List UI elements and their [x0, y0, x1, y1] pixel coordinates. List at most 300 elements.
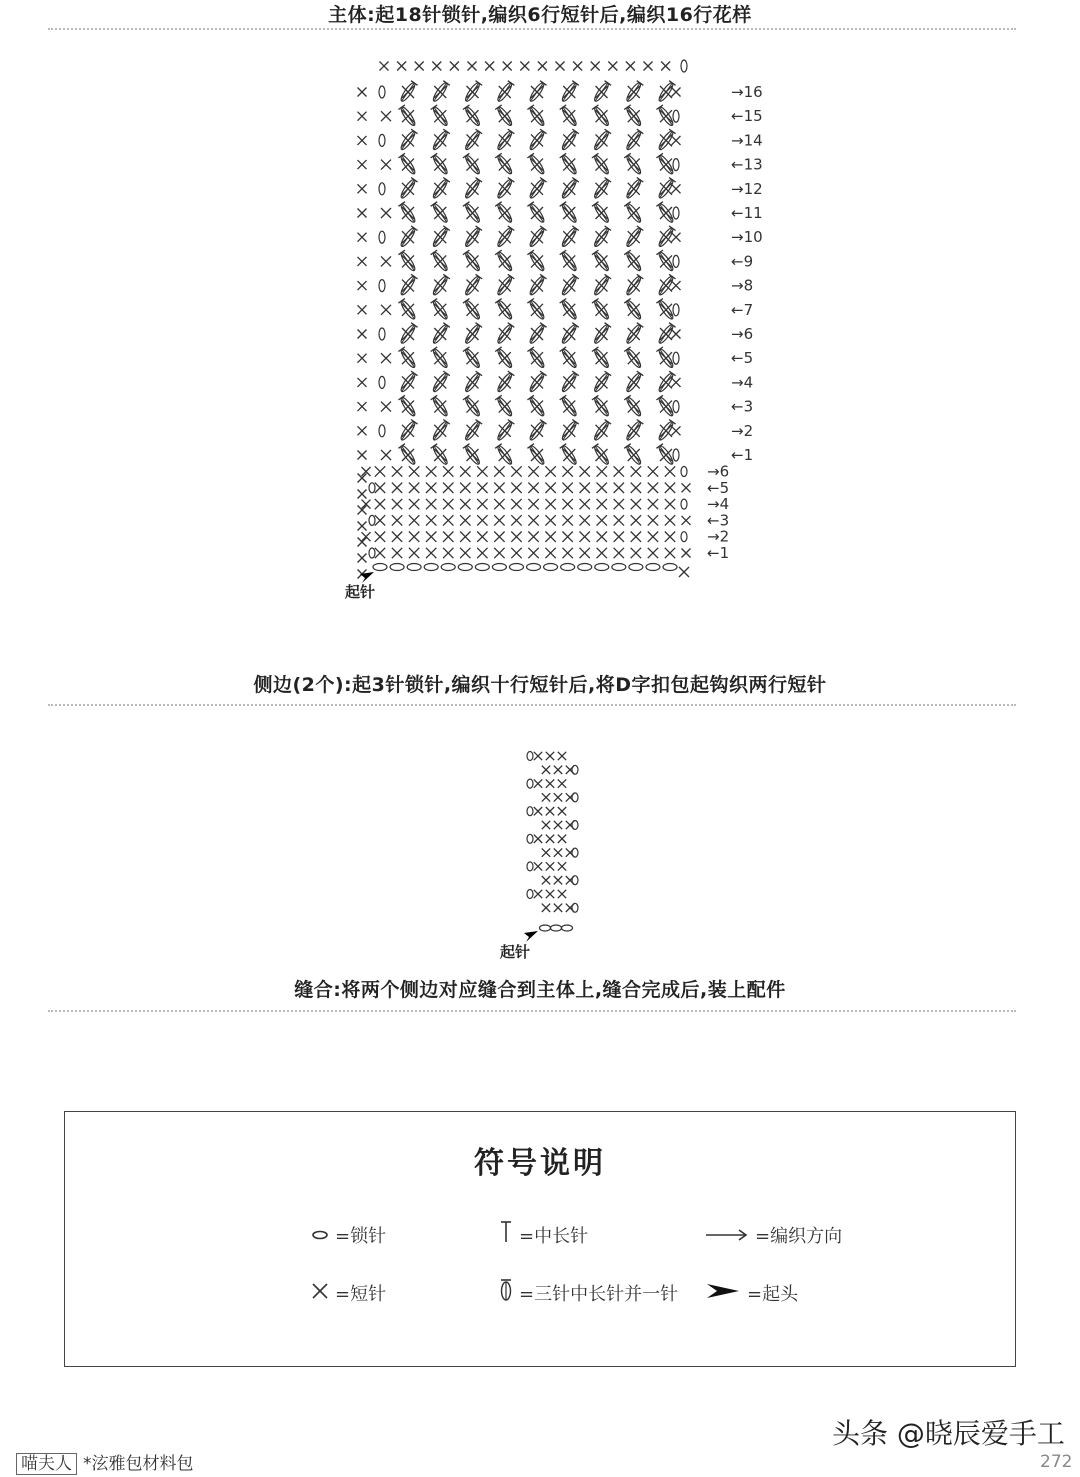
hdc-cluster-stitch	[463, 419, 482, 442]
sc-stitch	[409, 483, 419, 493]
sc-stitch	[511, 499, 521, 509]
sc-stitch	[397, 62, 406, 71]
pattern-row-label: ←5	[731, 349, 754, 368]
hdc-cluster-stitch	[560, 250, 579, 273]
sc-stitch	[358, 330, 367, 339]
edge-chain	[673, 401, 679, 413]
sc-stitch	[665, 483, 675, 493]
sc-stitch	[426, 515, 436, 525]
edge-chain	[681, 60, 687, 72]
sc-stitch	[392, 548, 402, 558]
hdc-cluster-stitch	[495, 395, 514, 418]
pattern-row-label: →6	[731, 325, 754, 343]
sc-stitch	[546, 862, 554, 870]
hdc-cluster-stitch	[463, 153, 482, 176]
chain-stitch	[562, 925, 573, 931]
pattern-row-label: ←3	[731, 397, 754, 416]
sc-stitch	[494, 532, 504, 542]
hdc-cluster-stitch	[527, 298, 546, 321]
hdc-cluster-stitch	[495, 371, 514, 394]
sc-stitch	[528, 483, 538, 493]
edge-chain	[379, 376, 385, 388]
hdc-cluster-stitch	[624, 323, 643, 346]
hdc-cluster-stitch	[656, 419, 675, 442]
sc-stitch	[672, 426, 681, 435]
hdc-cluster-stitch	[560, 105, 579, 128]
sc-stitch	[546, 807, 554, 815]
sc-stitch	[358, 402, 367, 411]
hdc-cluster-stitch	[398, 323, 417, 346]
start-arrow-icon	[705, 1282, 741, 1305]
sc-stitch	[626, 62, 635, 71]
sc-stitch	[528, 499, 538, 509]
edge-chain	[673, 159, 679, 171]
sc-stitch	[375, 515, 385, 525]
hdc-cluster-stitch	[656, 226, 675, 249]
sc-stitch	[392, 483, 402, 493]
hdc-cluster-stitch	[560, 371, 579, 394]
hdc-cluster-stitch	[431, 444, 450, 467]
hdc-cluster-stitch	[431, 129, 450, 152]
hdc-cluster-stitch	[527, 105, 546, 128]
sc-stitch	[545, 548, 555, 558]
hdc-cluster-stitch	[592, 81, 611, 104]
sc-stitch	[362, 500, 371, 509]
hdc-cluster-stitch	[624, 226, 643, 249]
hdc-cluster-stitch	[527, 202, 546, 225]
hdc-cluster-stitch	[624, 250, 643, 273]
sc-stitch	[358, 490, 367, 499]
chain-stitch	[509, 564, 523, 571]
legend-item-direction	[705, 1222, 842, 1248]
sc-stitch	[614, 483, 624, 493]
hdc-cluster-stitch	[398, 395, 417, 418]
sc-stitch	[665, 548, 675, 558]
hdc-cluster-stitch	[463, 177, 482, 200]
sc-stitch	[477, 532, 487, 542]
edge-chain	[379, 86, 385, 98]
chain-stitch	[527, 564, 541, 571]
sc-stitch	[580, 548, 590, 558]
sc-stitch	[648, 483, 658, 493]
sc-stitch	[672, 378, 681, 387]
hdc-cluster-stitch	[656, 371, 675, 394]
sc-stitch	[631, 548, 641, 558]
sc-stitch	[546, 779, 554, 787]
hdc-cluster-stitch	[431, 298, 450, 321]
sc-stitch	[545, 515, 555, 525]
sc-stitch	[534, 862, 542, 870]
seam-section-title: 缝合:将两个侧边对应缝合到主体上,缝合完成后,装上配件	[294, 979, 786, 1001]
chain-stitch	[373, 564, 387, 571]
turning-chain	[369, 483, 375, 493]
sc-stitch	[682, 483, 691, 492]
hdc-cluster-stitch	[527, 81, 546, 104]
sc-stitch	[381, 256, 391, 266]
hdc-cluster-stitch	[624, 347, 643, 370]
sc-stitch	[558, 779, 566, 787]
sc-stitch	[672, 233, 681, 242]
hdc-cluster-stitch	[463, 444, 482, 467]
sc-stitch	[381, 111, 391, 121]
start-label: 起针	[345, 583, 376, 601]
pattern-row-label: ←7	[731, 300, 754, 319]
legend-label: =三针中长针并一针	[519, 1283, 679, 1305]
sc-stitch	[682, 549, 691, 558]
hdc-cluster-stitch	[624, 81, 643, 104]
sc-stitch	[528, 515, 538, 525]
sc-stitch	[648, 515, 658, 525]
sc-stitch	[358, 305, 367, 314]
sc-stitch	[494, 499, 504, 509]
sc-stitch	[520, 62, 529, 71]
hdc-cluster-stitch	[624, 177, 643, 200]
sc-stitch	[358, 538, 367, 547]
sc-stitch	[392, 515, 402, 525]
hdc-cluster-stitch	[431, 395, 450, 418]
hdc-cluster-stitch	[495, 81, 514, 104]
hdc-cluster-stitch	[463, 81, 482, 104]
hdc-cluster-stitch	[431, 81, 450, 104]
hdc-cluster-stitch	[624, 419, 643, 442]
sc-stitch	[450, 62, 459, 71]
hdc-cluster-stitch	[592, 202, 611, 225]
sc-stitch	[381, 160, 391, 170]
sc-stitch	[614, 515, 624, 525]
sc-stitch	[381, 450, 391, 460]
edge-chain	[379, 328, 385, 340]
sc-stitch	[426, 466, 436, 476]
sc-stitch	[392, 466, 402, 476]
legend-label: =中长针	[519, 1225, 589, 1247]
footer-brand	[16, 1449, 194, 1474]
sc-stitch	[562, 532, 572, 542]
hdc-cluster-stitch	[463, 274, 482, 297]
sc-stitch	[392, 499, 402, 509]
sc-stitch	[358, 281, 367, 290]
sc-stitch	[545, 532, 555, 542]
turning-chain	[369, 515, 375, 525]
sc-stitch	[528, 466, 538, 476]
sc-stitch	[358, 209, 367, 218]
hdc-cluster-stitch	[527, 323, 546, 346]
pattern-row-label: →8	[731, 276, 754, 295]
sc-stitch	[554, 766, 562, 774]
sc-stitch	[375, 499, 385, 509]
hdc-cluster-stitch	[495, 274, 514, 297]
hdc-cluster-stitch	[527, 371, 546, 394]
sc-row-label: →2	[707, 527, 730, 546]
sc-stitch	[362, 532, 371, 541]
hdc-cluster-stitch	[463, 395, 482, 418]
hdc-cluster-stitch	[495, 323, 514, 346]
pattern-row-label: →2	[731, 421, 754, 440]
hdc-cluster-stitch	[398, 177, 417, 200]
sc-stitch	[460, 515, 470, 525]
sc-stitch	[375, 532, 385, 542]
hdc-cluster-stitch	[592, 371, 611, 394]
sc-stitch	[591, 62, 600, 71]
sc-stitch	[358, 233, 367, 242]
hdc-cluster-stitch	[431, 226, 450, 249]
sc-stitch	[665, 532, 675, 542]
hdc-cluster-stitch	[398, 274, 417, 297]
sc-stitch	[494, 515, 504, 525]
turning-chain	[572, 876, 578, 885]
hdc-cluster-stitch	[495, 177, 514, 200]
turning-chain	[681, 532, 687, 542]
sc-stitch	[409, 532, 419, 542]
sc-stitch	[381, 402, 391, 412]
sc-stitch	[494, 466, 504, 476]
sc-row-label: ←1	[707, 544, 730, 562]
sc-stitch	[460, 483, 470, 493]
chain-stitch	[551, 925, 562, 931]
sc-stitch	[443, 499, 453, 509]
hdc-cluster-stitch	[463, 323, 482, 346]
hdc-cluster-stitch	[592, 419, 611, 442]
chain-stitch	[475, 564, 489, 571]
hdc-cluster-stitch	[592, 105, 611, 128]
sc-stitch	[534, 752, 542, 760]
sc-stitch	[542, 848, 550, 856]
hdc-cluster-stitch	[656, 323, 675, 346]
sc-stitch	[381, 208, 391, 218]
hdc-cluster-stitch	[527, 129, 546, 152]
sc-stitch	[682, 516, 691, 525]
sc-stitch	[358, 88, 367, 97]
turning-chain	[572, 793, 578, 802]
sc-stitch	[358, 184, 367, 193]
sc-stitch	[477, 499, 487, 509]
turning-chain	[527, 834, 533, 843]
sc-stitch	[554, 876, 562, 884]
sc-stitch	[358, 451, 367, 460]
chain-stitch	[407, 564, 421, 571]
hdc-cluster-stitch	[463, 298, 482, 321]
hdc-cluster-stitch	[398, 226, 417, 249]
sc-stitch	[545, 499, 555, 509]
hdc-cluster-stitch	[495, 153, 514, 176]
hdc-cluster-stitch	[624, 202, 643, 225]
sc-stitch	[631, 532, 641, 542]
edge-chain	[673, 110, 679, 122]
hdc-cluster-stitch	[656, 129, 675, 152]
edge-chain	[379, 183, 385, 195]
chain-stitch	[663, 564, 677, 571]
sc-stitch	[614, 548, 624, 558]
side-section-title: 侧边(2个):起3针锁针,编织十行短针后,将D字扣包起钩织两行短针	[253, 674, 827, 696]
legend-title: 符号说明	[474, 1146, 606, 1181]
sc-stitch	[573, 62, 582, 71]
hdc-cluster-stitch	[592, 129, 611, 152]
legend-label: =短针	[335, 1284, 387, 1305]
hdc-cluster-stitch	[431, 323, 450, 346]
sc-stitch	[597, 515, 607, 525]
hdc-cluster-stitch	[592, 395, 611, 418]
hdc-cluster-stitch	[624, 298, 643, 321]
sc-stitch	[648, 532, 658, 542]
sc-stitch	[503, 62, 512, 71]
sc-stitch	[580, 466, 590, 476]
sc-stitch	[542, 904, 550, 912]
sc-stitch	[358, 354, 367, 363]
legend-item-hdc3tog	[499, 1278, 678, 1307]
sc-stitch	[597, 548, 607, 558]
sc-stitch	[546, 890, 554, 898]
sc-stitch	[375, 466, 385, 476]
sc-stitch	[542, 793, 550, 801]
sc-stitch	[494, 548, 504, 558]
chain-stitch	[424, 564, 438, 571]
hdc-cluster-stitch	[463, 105, 482, 128]
hdc-cluster-stitch	[560, 323, 579, 346]
sc-stitch	[460, 532, 470, 542]
hdc-cluster-stitch	[527, 347, 546, 370]
sc-stitch	[358, 426, 367, 435]
hdc-cluster-stitch	[431, 153, 450, 176]
sc-stitch	[358, 522, 367, 531]
sc-stitch	[597, 532, 607, 542]
hdc-cluster-stitch	[398, 129, 417, 152]
turning-chain	[681, 499, 687, 509]
sc-stitch	[648, 466, 658, 476]
sc-stitch	[426, 532, 436, 542]
sc-stitch	[558, 835, 566, 843]
pattern-row-label: ←1	[731, 446, 754, 464]
sc-stitch	[511, 532, 521, 542]
hdc-cluster-stitch	[560, 129, 579, 152]
sc-stitch	[558, 862, 566, 870]
legend-item-start	[705, 1280, 798, 1306]
sc-stitch	[580, 499, 590, 509]
chain-stitch	[458, 564, 472, 571]
hdc-cluster-stitch	[431, 105, 450, 128]
sc-stitch	[468, 62, 477, 71]
sc-stitch	[648, 548, 658, 558]
sc-row-label: →4	[707, 495, 730, 514]
hdc-cluster-stitch	[560, 274, 579, 297]
sc-stitch	[558, 807, 566, 815]
hdc-cluster-stitch	[560, 444, 579, 467]
sc-stitch	[554, 904, 562, 912]
hdc-cluster-stitch	[495, 444, 514, 467]
sc-stitch	[477, 515, 487, 525]
sc-stitch	[542, 876, 550, 884]
side-panel-chart	[500, 752, 578, 962]
chain-stitch	[595, 564, 609, 571]
turning-chain	[572, 848, 578, 857]
sc-stitch	[644, 62, 653, 71]
hdc-cluster-stitch	[560, 395, 579, 418]
sc-stitch	[358, 554, 367, 563]
hdc-cluster-stitch	[592, 153, 611, 176]
hdc-cluster-stitch	[431, 177, 450, 200]
hdc-cluster-stitch	[656, 274, 675, 297]
sc-stitch	[375, 483, 385, 493]
legend-item-sc	[311, 1280, 386, 1306]
hdc-cluster-stitch	[560, 153, 579, 176]
hdc-cluster-stitch	[592, 298, 611, 321]
hdc-cluster-stitch	[527, 444, 546, 467]
sc-stitch	[443, 532, 453, 542]
chain-stitch	[540, 925, 551, 931]
sc-stitch	[485, 62, 494, 71]
hdc-cluster-stitch	[495, 105, 514, 128]
main-body-chart	[345, 60, 763, 601]
legend-item-hdc	[499, 1220, 588, 1249]
sc-stitch	[545, 483, 555, 493]
sc-stitch	[380, 62, 389, 71]
legend-label: =起头	[747, 1284, 799, 1305]
hdc-cluster-stitch	[656, 177, 675, 200]
sc-stitch	[534, 890, 542, 898]
sc-stitch	[460, 548, 470, 558]
sc-stitch	[542, 821, 550, 829]
hdc-cluster-stitch	[431, 419, 450, 442]
hdc-cluster-stitch	[592, 250, 611, 273]
hdc-cluster-stitch	[592, 347, 611, 370]
edge-chain	[673, 255, 679, 267]
chain-stitch	[390, 564, 404, 571]
sc-stitch	[381, 353, 391, 363]
main-section-title: 主体:起18针锁针,编织6行短针后,编织16行花样	[328, 4, 752, 26]
sc-stitch	[432, 62, 441, 71]
turning-chain	[527, 807, 533, 816]
watermark-text: 头条 @晓辰爱手工	[832, 1417, 1065, 1450]
chain-stitch	[544, 564, 558, 571]
pattern-row-label: →12	[731, 179, 763, 198]
legend-label: =锁针	[335, 1226, 387, 1247]
hdc-cluster-stitch	[656, 81, 675, 104]
sc-stitch	[554, 821, 562, 829]
hdc-cluster-stitch	[398, 419, 417, 442]
hdc-cluster-stitch	[560, 298, 579, 321]
hdc-cluster-stitch	[527, 250, 546, 273]
hdc-cluster-stitch	[527, 177, 546, 200]
hdc-cluster-stitch	[398, 298, 417, 321]
hdc-cluster-stitch	[398, 250, 417, 273]
chain-stitch	[578, 564, 592, 571]
edge-chain	[379, 280, 385, 292]
sc-stitch	[409, 466, 419, 476]
sc-stitch	[534, 807, 542, 815]
pattern-row-label: →10	[731, 228, 763, 247]
pattern-row-label: ←11	[731, 204, 763, 222]
sc-stitch	[631, 515, 641, 525]
sc-stitch	[494, 483, 504, 493]
sc-stitch	[358, 136, 367, 145]
page-number: 272	[1040, 1452, 1073, 1472]
sc-stitch	[409, 515, 419, 525]
symbol-legend	[64, 1111, 1016, 1367]
chain-stitch	[612, 564, 626, 571]
hdc-cluster-stitch	[592, 226, 611, 249]
hdc-cluster-stitch	[560, 177, 579, 200]
sc-stitch	[679, 567, 689, 577]
edge-chain	[379, 425, 385, 437]
sc-stitch	[460, 499, 470, 509]
hdc-cluster-stitch	[495, 419, 514, 442]
sc-stitch	[426, 483, 436, 493]
turning-chain	[527, 862, 533, 871]
hdc-symbol-icon	[499, 1220, 513, 1249]
sc-row-label: ←3	[707, 511, 730, 530]
hdc-cluster-stitch	[431, 274, 450, 297]
sc-stitch	[554, 793, 562, 801]
pattern-row-label: ←9	[731, 252, 754, 271]
sc-stitch	[426, 499, 436, 509]
